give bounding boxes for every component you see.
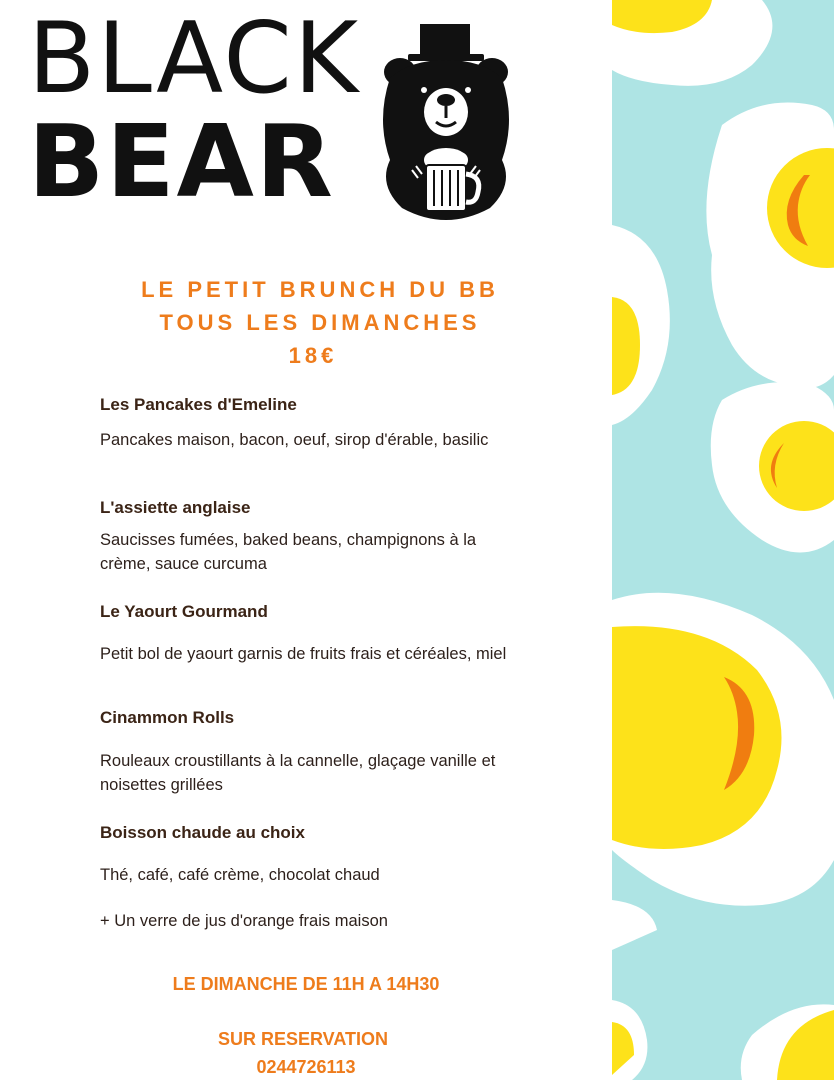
phone-number: 0244726113 <box>256 1057 356 1077</box>
brand-title-bear: BEAR <box>28 103 335 220</box>
fried-eggs-decoration <box>612 0 834 1080</box>
opening-hours: LE DIMANCHE DE 11H A 14H30 <box>172 974 440 994</box>
reservation-note: SUR RESERVATION <box>217 1029 389 1049</box>
menu-title: LE PETIT BRUNCH DU BB <box>141 277 499 302</box>
brand-title-black: BLACK <box>28 2 361 116</box>
item-title-assiette-anglaise: L'assiette anglaise <box>100 498 251 517</box>
item-description-assiette-anglaise: Saucisses fumées, baked beans, champignons à la crème, sauce curcuma <box>100 531 477 573</box>
item-description-cinnamon-rolls: Rouleaux croustillants à la cannelle, glaçage vanille et noisettes grillées <box>100 752 496 794</box>
item-title-yaourt: Le Yaourt Gourmand <box>100 602 268 621</box>
price: 18€ <box>288 343 338 368</box>
item-title-pancakes: Les Pancakes d'Emeline <box>100 395 297 414</box>
item-description-pancakes: Pancakes maison, bacon, oeuf, sirop d'érable, basilic <box>100 431 489 449</box>
bear-with-top-hat-and-beer-icon <box>372 20 520 225</box>
orange-juice-extra: + Un verre de jus d'orange frais maison <box>100 912 388 930</box>
item-title-cinnamon-rolls: Cinammon Rolls <box>100 708 235 727</box>
menu-subtitle: TOUS LES DIMANCHES <box>159 310 481 335</box>
item-description-yaourt: Petit bol de yaourt garnis de fruits frais et céréales, miel <box>100 645 507 663</box>
item-description-boisson: Thé, café, café crème, chocolat chaud <box>100 866 380 884</box>
item-title-boisson: Boisson chaude au choix <box>100 823 305 842</box>
